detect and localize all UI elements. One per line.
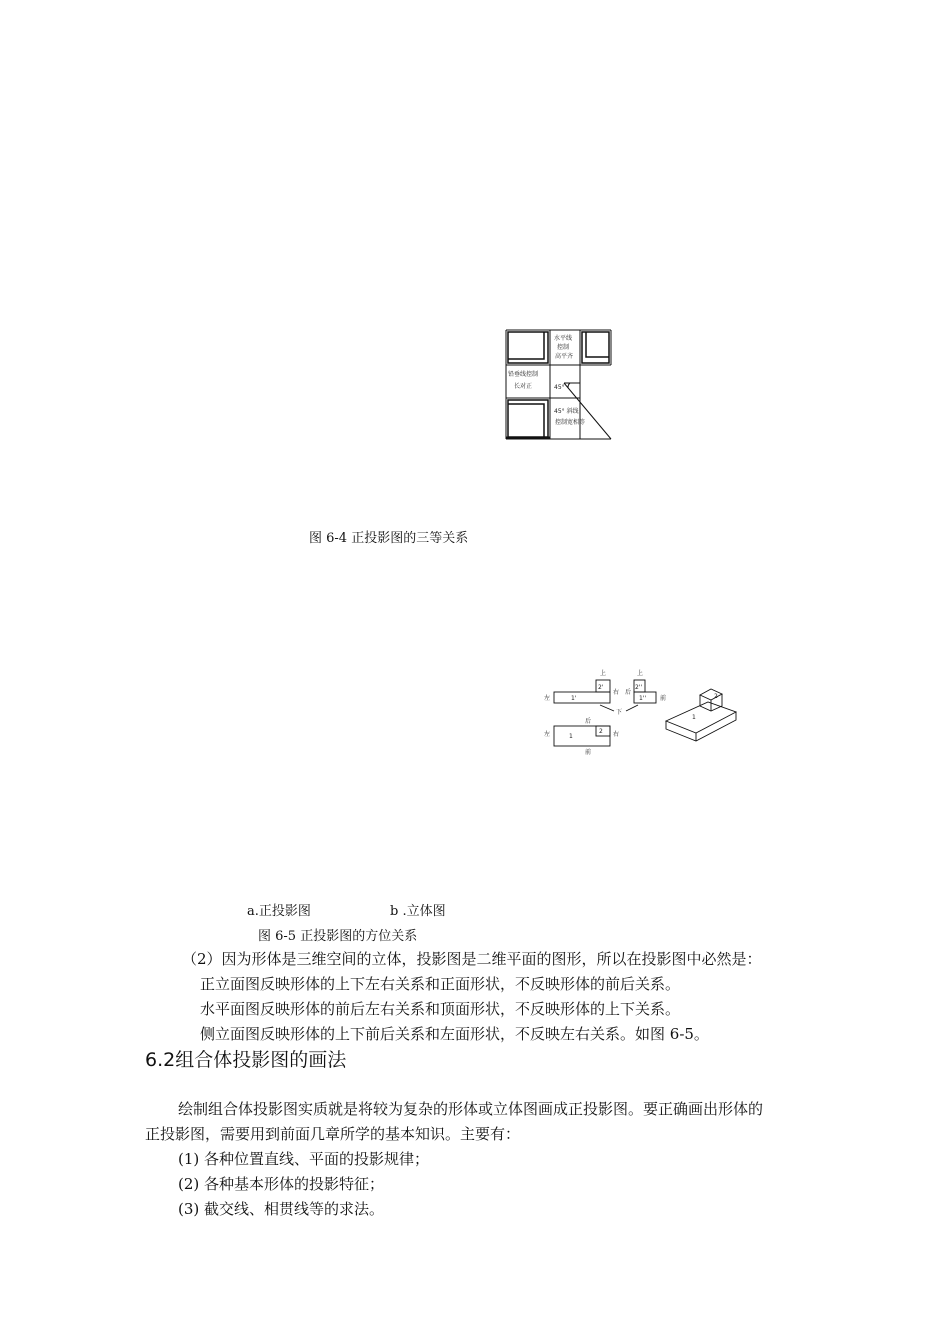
fig65-plan-right: 右 <box>613 731 620 738</box>
section-heading: 6.2组合体投影图的画法 <box>145 1049 347 1071</box>
fig65-side-front: 前 <box>660 695 667 702</box>
fig64-label-diagonal-1: 45° 斜线 <box>554 408 579 415</box>
section-paragraph-line-1: 绘制组合体投影图实质就是将较为复杂的形体或立体图画成正投影图。要正确画出形体的 <box>178 1100 764 1118</box>
fig65-front-top: 上 <box>600 670 607 677</box>
fig65-side-back: 后 <box>625 689 632 696</box>
paragraph-intro: （2）因为形体是三维空间的立体，投影图是二维平面的图形，所以在投影图中必然是： <box>182 950 762 968</box>
fig65-plan-back: 后 <box>585 718 592 725</box>
fig65-front-part1: 1' <box>571 695 577 702</box>
fig64-label-angle: 45° <box>554 384 565 391</box>
fig65-side-part1: 1'' <box>639 695 647 702</box>
paragraph-line-3: 侧立面图反映形体的上下前后关系和左面形状，不反映左右关系。如图 6-5。 <box>200 1025 709 1043</box>
fig65-plan-part2: 2 <box>599 728 603 735</box>
fig65-plan-left: 左 <box>544 731 551 738</box>
fig65-side-top: 上 <box>637 670 644 677</box>
list-item: (3) 截交线、相贯线等的求法。 <box>178 1200 385 1218</box>
figure-6-5-sub-a: a.正投影图 <box>247 904 311 919</box>
fig65-side-part2: 2'' <box>635 684 643 691</box>
fig64-label-vertical-1: 铅垂线控制 <box>508 371 539 378</box>
figure-6-4-caption: 图 6-4 正投影图的三等关系 <box>309 531 469 546</box>
list-item: (1) 各种位置直线、平面的投影规律； <box>178 1150 430 1168</box>
paragraph-line-2: 水平面图反映形体的前后左右关系和顶面形状，不反映形体的上下关系。 <box>200 1000 681 1018</box>
fig64-label-horizontal-1: 水平线 <box>554 335 573 342</box>
fig64-label-horizontal-2: 控制 <box>557 344 570 351</box>
fig65-front-right: 右 <box>613 689 620 696</box>
list-item: (2) 各种基本形体的投影特征； <box>178 1175 385 1193</box>
fig65-plan-part1: 1 <box>569 733 573 740</box>
fig64-label-diagonal-2: 控制宽相等 <box>555 419 586 426</box>
figure-6-5-diagram <box>540 665 755 760</box>
figure-6-5-sub-b: b .立体图 <box>390 904 446 919</box>
fig65-iso-part1: 1 <box>692 714 696 721</box>
fig65-front-left: 左 <box>544 695 551 702</box>
fig65-bottom-label: 下 <box>616 709 623 716</box>
fig64-label-horizontal-3: 高平齐 <box>555 353 574 360</box>
figure-6-4-diagram <box>500 325 615 445</box>
paragraph-line-1: 正立面图反映形体的上下左右关系和正面形状，不反映形体的前后关系。 <box>200 975 681 993</box>
fig65-front-part2: 2' <box>598 684 604 691</box>
fig65-plan-front: 前 <box>585 749 592 756</box>
figure-6-5-caption: 图 6-5 正投影图的方位关系 <box>258 929 418 944</box>
fig64-label-vertical-2: 长对正 <box>514 383 533 390</box>
section-paragraph-line-2: 正投影图，需要用到前面几章所学的基本知识。主要有： <box>145 1125 521 1143</box>
fig65-iso-part2: 2 <box>714 693 718 700</box>
